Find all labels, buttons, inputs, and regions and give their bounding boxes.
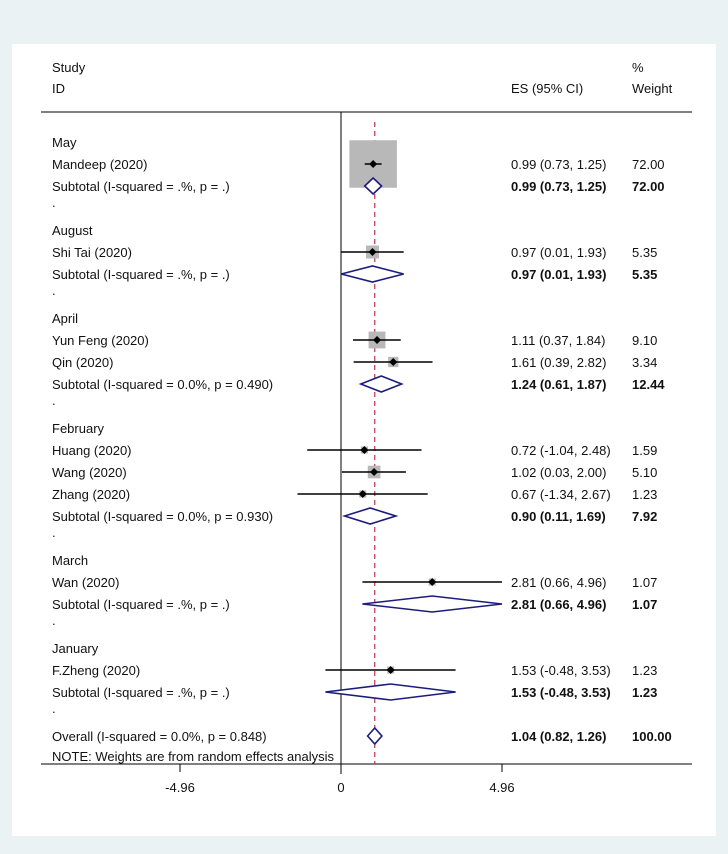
group-label: March <box>52 553 89 568</box>
study-ci: 0.97 (0.01, 1.93) <box>511 245 607 260</box>
study-weight: 1.07 <box>632 575 658 590</box>
subtotal-label: Subtotal (I-squared = 0.0%, p = 0.490) <box>52 377 274 392</box>
subtotal-weight: 1.07 <box>632 597 658 612</box>
id-header: ID <box>52 81 65 96</box>
group-label: April <box>52 311 79 326</box>
study-ci: 1.53 (-0.48, 3.53) <box>511 663 611 678</box>
study-label: Zhang (2020) <box>52 487 131 502</box>
subtotal-ci: 0.97 (0.01, 1.93) <box>511 267 607 282</box>
subtotal-ci: 0.90 (0.11, 1.69) <box>511 509 606 524</box>
study-ci: 1.02 (0.03, 2.00) <box>511 465 607 480</box>
study-label: Mandeep (2020) <box>52 157 148 172</box>
study-ci: 1.61 (0.39, 2.82) <box>511 355 607 370</box>
subtotal-weight: 1.23 <box>632 685 658 700</box>
weight-header: Weight <box>632 81 673 96</box>
spacer-dot: . <box>52 393 56 408</box>
x-tick-label: 4.96 <box>489 780 515 795</box>
study-label: Qin (2020) <box>52 355 114 370</box>
x-tick-label: -4.96 <box>165 780 195 795</box>
subtotal-weight: 5.35 <box>632 267 658 282</box>
study-ci: 2.81 (0.66, 4.96) <box>511 575 607 590</box>
overall-ci: 1.04 (0.82, 1.26) <box>511 729 607 744</box>
subtotal-weight: 7.92 <box>632 509 658 524</box>
study-weight: 9.10 <box>632 333 658 348</box>
subtotal-label: Subtotal (I-squared = .%, p = .) <box>52 685 230 700</box>
subtotal-diamond <box>361 376 402 392</box>
study-weight: 5.35 <box>632 245 658 260</box>
subtotal-diamond <box>325 684 455 700</box>
group-label: February <box>52 421 105 436</box>
study-header: Study <box>52 60 86 75</box>
study-weight: 72.00 <box>632 157 665 172</box>
study-weight: 1.23 <box>632 487 658 502</box>
study-ci: 0.99 (0.73, 1.25) <box>511 157 607 172</box>
study-label: Wang (2020) <box>52 465 127 480</box>
x-tick-label: 0 <box>337 780 345 795</box>
study-weight: 1.23 <box>632 663 658 678</box>
group-label: January <box>52 641 99 656</box>
marks-layer <box>298 112 502 774</box>
x-axis <box>165 764 514 795</box>
study-ci: 0.72 (-1.04, 2.48) <box>511 443 611 458</box>
subtotal-label: Subtotal (I-squared = .%, p = .) <box>52 267 230 282</box>
spacer-dot: . <box>52 283 56 298</box>
overall-diamond <box>368 728 382 744</box>
study-ci: 1.11 (0.37, 1.84) <box>511 333 606 348</box>
subtotal-diamond <box>345 508 396 524</box>
study-label: Yun Feng (2020) <box>52 333 149 348</box>
spacer-dot: . <box>52 613 56 628</box>
subtotal-diamond <box>341 266 403 282</box>
study-ci: 0.67 (-1.34, 2.67) <box>511 487 611 502</box>
study-weight: 5.10 <box>632 465 658 480</box>
subtotal-label: Subtotal (I-squared = 0.0%, p = 0.930) <box>52 509 274 524</box>
spacer-dot: . <box>52 195 56 210</box>
subtotal-diamond <box>362 596 502 612</box>
study-label: F.Zheng (2020) <box>52 663 141 678</box>
es-header: ES (95% CI) <box>511 81 584 96</box>
column-headers <box>52 60 673 96</box>
subtotal-weight: 72.00 <box>632 179 665 194</box>
study-label: Shi Tai (2020) <box>52 245 132 260</box>
study-weight: 1.59 <box>632 443 658 458</box>
subtotal-ci: 1.24 (0.61, 1.87) <box>511 377 607 392</box>
subtotal-weight: 12.44 <box>632 377 665 392</box>
group-label: August <box>52 223 93 238</box>
spacer-dot: . <box>52 525 56 540</box>
note-text: NOTE: Weights are from random effects analysis <box>52 749 335 764</box>
overall-label: Overall (I-squared = 0.0%, p = 0.848) <box>52 729 267 744</box>
study-label: Wan (2020) <box>52 575 120 590</box>
subtotal-ci: 2.81 (0.66, 4.96) <box>511 597 607 612</box>
subtotal-ci: 0.99 (0.73, 1.25) <box>511 179 607 194</box>
study-weight: 3.34 <box>632 355 658 370</box>
subtotal-label: Subtotal (I-squared = .%, p = .) <box>52 597 230 612</box>
overall-weight: 100.00 <box>632 729 672 744</box>
subtotal-ci: 1.53 (-0.48, 3.53) <box>511 685 611 700</box>
subtotal-label: Subtotal (I-squared = .%, p = .) <box>52 179 230 194</box>
study-label: Huang (2020) <box>52 443 132 458</box>
rows-layer <box>52 135 672 744</box>
group-label: May <box>52 135 77 150</box>
spacer-dot: . <box>52 701 56 716</box>
weight-percent-header: % <box>632 60 644 75</box>
